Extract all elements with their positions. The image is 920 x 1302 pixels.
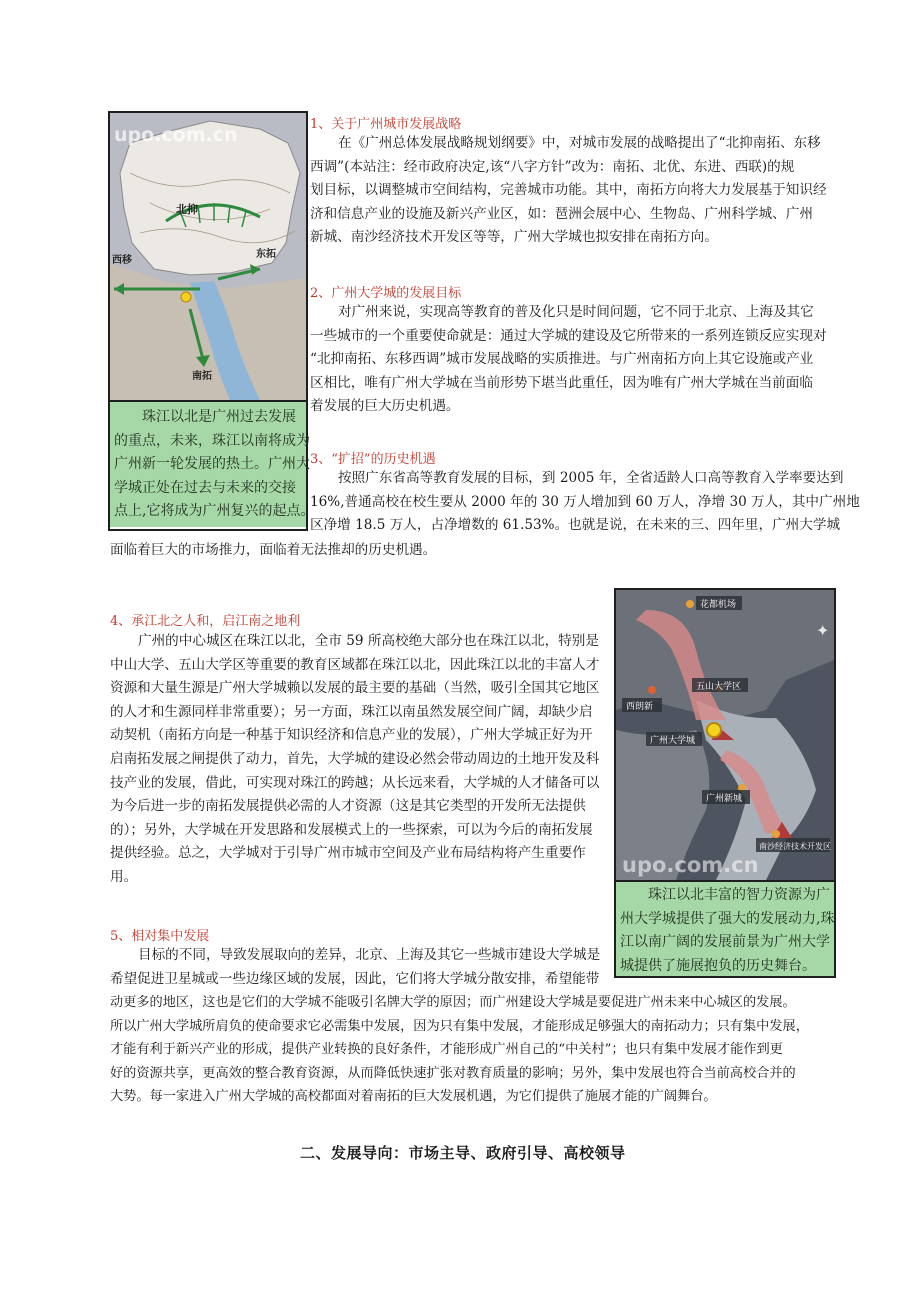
para-line: “北抑南拓、东移西调”城市发展战略的实质推进。与广州南拓方向上其它设施或产业 bbox=[310, 351, 814, 368]
para-line: 为今后进一步的南拓发展提供必需的人才资源（这是其它类型的开发所无法提供 bbox=[110, 798, 586, 815]
section-5-heading: 5、相对集中发展 bbox=[110, 929, 210, 944]
para-line: 的）；另外，大学城在开发思路和发展模式上的一些探索，可以为今后的南拓发展 bbox=[110, 821, 593, 838]
section-3-body-b bbox=[110, 539, 810, 563]
para-line: 一些城市的一个重要使命就是：通过大学城的建设及它所带来的一系列连锁反应实现对 bbox=[310, 327, 827, 344]
caption-line: 的重点，未来，珠江以南将成为 bbox=[114, 432, 310, 449]
para-line: 按照广东省高等教育发展的目标，到 2005 年，全省适龄人口高等教育入学率要达到 bbox=[338, 470, 844, 486]
label-north: 北抑 bbox=[176, 203, 198, 216]
label-university-city: 广州大学城 bbox=[650, 736, 696, 746]
label-south: 南拓 bbox=[192, 371, 212, 382]
para-line: 大势。每一家进入广州大学城的高校都面对着南拓的巨大发展机遇，为它们提供了施展才能的广阔舞台。 bbox=[110, 1089, 717, 1105]
section-4-body bbox=[110, 630, 610, 890]
section-title: 二、发展导向：市场主导、政府引导、高校领导 bbox=[300, 1144, 626, 1162]
section-2-body bbox=[310, 301, 827, 419]
para-line: 在《广州总体发展战略规划纲要》中，对城市发展的战略提出了“北抑南拓、东移 bbox=[338, 135, 821, 151]
section-5-body-a bbox=[110, 944, 610, 991]
para-line: 新城、南沙经济技术开发区等等，广州大学城也拟安排在南拓方向。 bbox=[310, 229, 718, 246]
section-3-body-a bbox=[310, 467, 860, 538]
section-5-body-b bbox=[110, 991, 830, 1109]
figure2-caption bbox=[616, 882, 834, 976]
para-line: 所以广州大学城所肩负的使命要求它必需集中发展，因为只有集中发展，才能形成足够强大的南拓动力；只有集中发展， bbox=[110, 1018, 809, 1034]
label-xilangxin: 西朗新 bbox=[626, 702, 654, 712]
label-east: 东拓 bbox=[256, 249, 276, 260]
section-1-heading: 1、关于广州城市发展战略 bbox=[310, 117, 462, 132]
section-3-heading: 3、“扩招”的历史机遇 bbox=[310, 452, 436, 467]
para-line: 划目标，以调整城市空间结构，完善城市功能。其中，南拓方向将大力发展基于知识经 bbox=[310, 182, 827, 199]
label-wushan: 五山大学区 bbox=[696, 682, 742, 692]
para-line: 动更多的地区，这也是它们的大学城不能吸引名牌大学的原因；而广州建设大学城是要促进广州未来中心城区的发展。 bbox=[110, 995, 796, 1010]
figure1-caption bbox=[110, 402, 315, 527]
flow-map-figure bbox=[614, 588, 836, 978]
flow-map-image bbox=[616, 590, 834, 880]
caption-line: 城提供了施展抱负的历史舞台。 bbox=[620, 957, 816, 974]
section-1-body bbox=[310, 132, 827, 250]
caption-line: 江以南广阔的发展前景为广州大学 bbox=[620, 934, 830, 950]
caption-line: 广州新一轮发展的热土。广州大 bbox=[114, 456, 310, 472]
strategy-map-figure bbox=[108, 111, 315, 531]
para-line: 技产业的发展，借此，可实现对珠江的跨越；从长远来看，大学城的人才储备可以 bbox=[110, 774, 600, 791]
caption-line: 珠江以北是广州过去发展 bbox=[142, 409, 296, 425]
para-line: 用。 bbox=[110, 868, 138, 885]
para-line: 着发展的巨大历史机遇。 bbox=[310, 398, 460, 415]
label-new-city: 广州新城 bbox=[706, 794, 743, 804]
label-airport: 花都机场 bbox=[700, 600, 737, 610]
para-line: 区相比，唯有广州大学城在当前形势下堪当此重任，因为唯有广州大学城在当前面临 bbox=[310, 374, 813, 391]
strategy-map-image bbox=[110, 113, 306, 400]
para-line: 动契机（南拓方向是一种基于知识经济和信息产业的发展），广州大学城正好为开 bbox=[110, 727, 593, 744]
para-line: 济和信息产业的设施及新兴产业区，如：琶洲会展中心、生物岛、广州科学城、广州 bbox=[310, 205, 813, 222]
para-line: 启南拓发展之闸提供了动力，首先，大学城的建设必然会带动周边的土地开发及科 bbox=[110, 750, 600, 767]
para-line: 才能有利于新兴产业的形成，提供产业转换的良好条件，才能形成广州自己的“中关村”；也只有集中发展才能作到更 bbox=[110, 1042, 783, 1058]
para-line: 好的资源共享，更高效的整合教育资源，从而降低快速扩张对教育质量的影响；另外，集中发展也符合当前高校合并的 bbox=[110, 1065, 796, 1081]
caption-line: 州大学城提供了强大的发展动力,珠 bbox=[620, 910, 835, 927]
label-nansha: 南沙经济技术开发区 bbox=[759, 842, 831, 851]
para-line: 资源和大量生源是广州大学城赖以发展的最主要的基础（当然，吸引全国其它地区 bbox=[110, 680, 600, 697]
para-line: 的人才和生源同样非常重要）；另一方面，珠江以南虽然发展空间广阔，却缺少启 bbox=[110, 703, 593, 720]
caption-line: 点上,它将成为广州复兴的起点。 bbox=[114, 503, 315, 519]
label-west: 西移 bbox=[112, 255, 132, 266]
watermark-1: upo.com.cn bbox=[114, 124, 238, 146]
compass-icon: ✦ bbox=[816, 621, 830, 640]
para-line: 面临着巨大的市场推力，面临着无法推却的历史机遇。 bbox=[110, 542, 437, 558]
para-line: 中山大学、五山大学区等重要的教育区域都在珠江以北，因此珠江以北的丰富人才 bbox=[110, 656, 600, 673]
para-line: 提供经验。总之，大学城对于引导广州市城市空间及产业布局结构将产生重要作 bbox=[110, 845, 586, 862]
para-line: 广州的中心城区在珠江以北，全市 59 所高校绝大部分也在珠江以北，特别是 bbox=[138, 633, 599, 649]
para-line: 目标的不同，导致发展取向的差异，北京、上海及其它一些城市建设大学城是 bbox=[138, 947, 601, 963]
caption-line: 学城正处在过去与未来的交接 bbox=[114, 479, 296, 496]
para-line: 希望促进卫星城或一些边缘区域的发展，因此，它们将大学城分散安排，希望能带 bbox=[110, 970, 600, 987]
section-2-heading: 2、广州大学城的发展目标 bbox=[310, 286, 462, 301]
section-4-heading: 4、承江北之人和，启江南之地利 bbox=[110, 614, 301, 629]
para-line: 西调”(本站注：经市政府决定,该“八字方针”改为：南拓、北优、东进、西联)的规 bbox=[310, 158, 795, 175]
para-line: 对广州来说，实现高等教育的普及化只是时间问题，它不同于北京、上海及其它 bbox=[338, 304, 814, 320]
para-line: 区净增 18.5 万人，占净增数的 61.53%。也就是说，在未来的三、四年里，广州大学城 bbox=[310, 517, 841, 534]
para-line: 16%,普通高校在校生要从 2000 年的 30 万人增加到 60 万人，净增 30 万人，其中广州地 bbox=[310, 493, 860, 510]
caption-line: 珠江以北丰富的智力资源为广 bbox=[648, 887, 830, 903]
watermark-2: upo.com.cn bbox=[622, 853, 759, 877]
